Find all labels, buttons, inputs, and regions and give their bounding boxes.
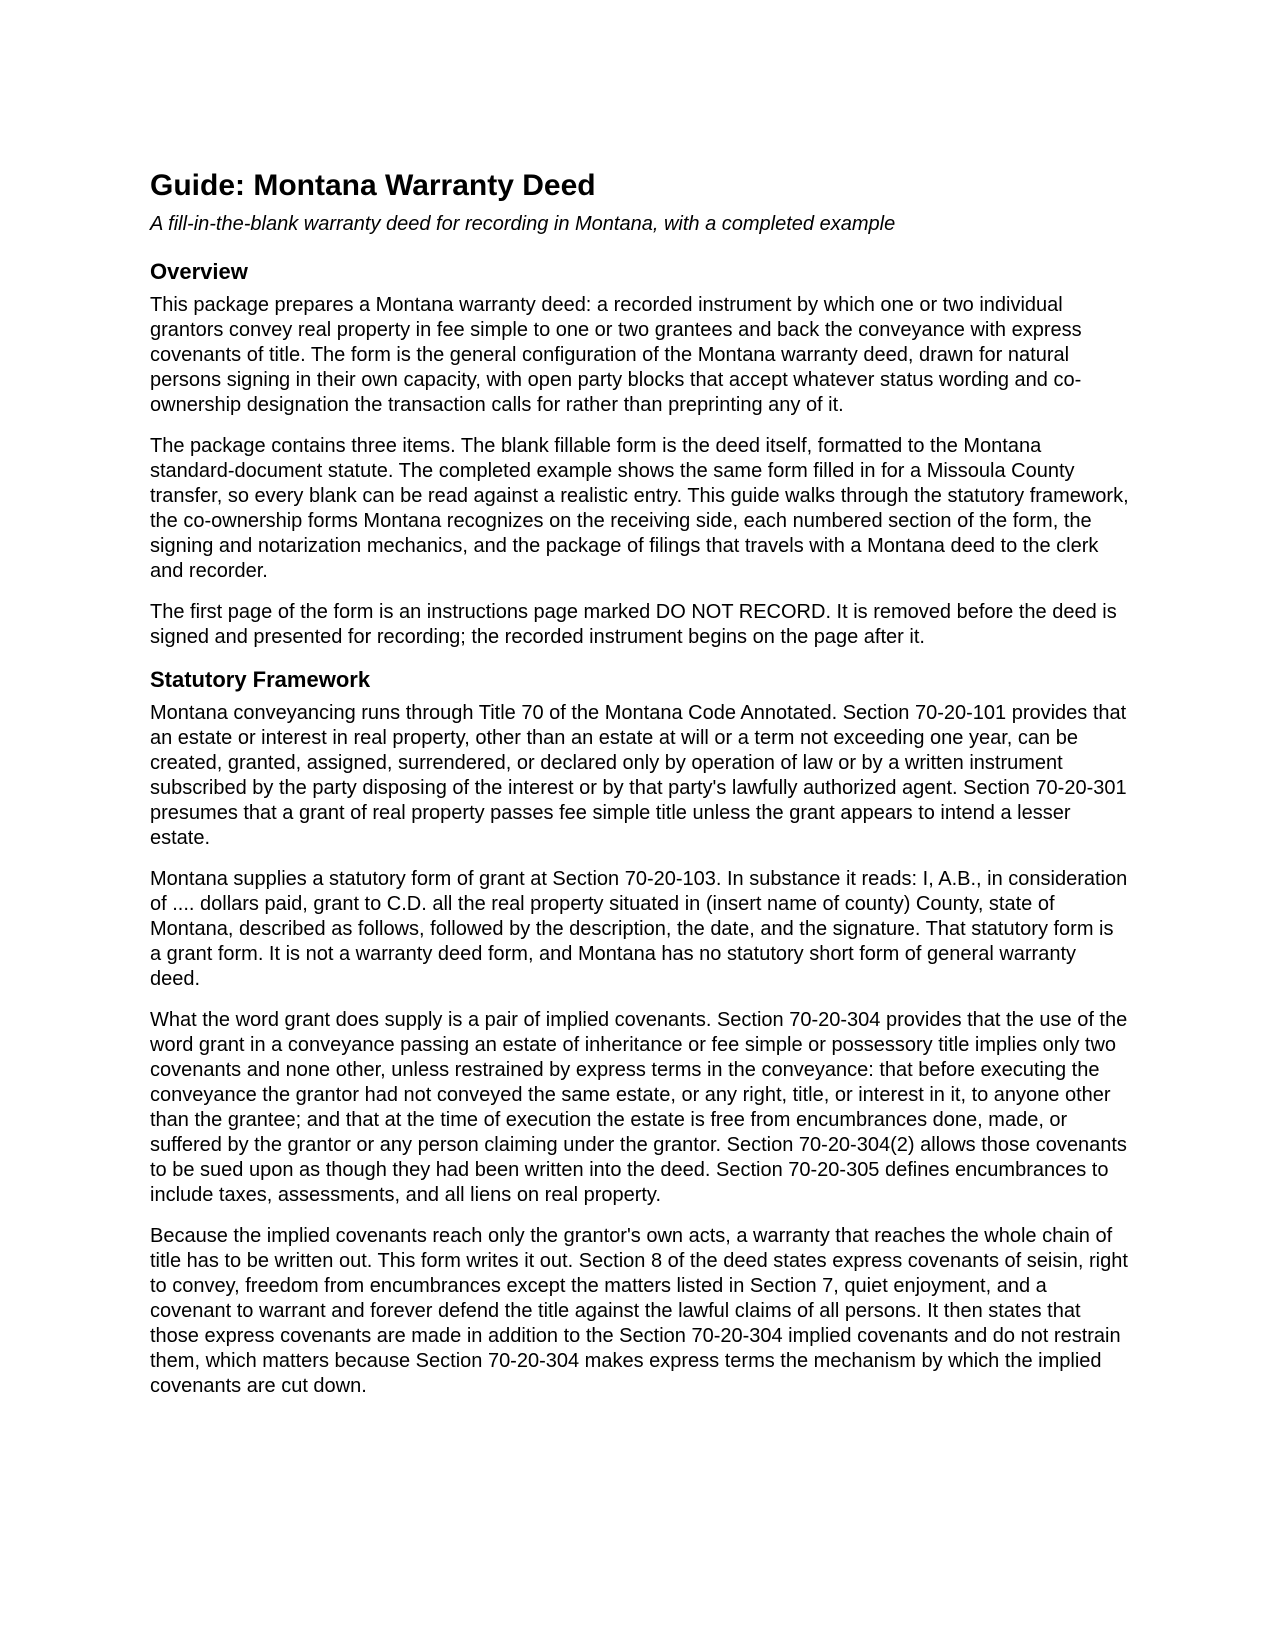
section-overview	[150, 258, 1130, 650]
paragraph: The package contains three items. The blank fillable form is the deed itself, formatted to the Montana standard-document statute. The completed example shows the same form filled in for a Missoula County transfer, so every blank can be read against a realistic entry. This guide walks through the statutory framework, the co-ownership forms Montana recognizes on the receiving side, each numbered section of the form, the signing and notarization mechanics, and the package of filings that travels with a Montana deed to the clerk and recorder.	[150, 435, 1129, 582]
document-page	[150, 168, 1130, 1415]
section-heading: Statutory Framework	[150, 667, 371, 692]
document-subtitle: A fill-in-the-blank warranty deed for recording in Montana, with a completed example	[150, 213, 896, 235]
paragraph: Montana conveyancing runs through Title 70 of the Montana Code Annotated. Section 70-20-101 provides that an estate or interest in real property, other than an estate at will or a term not exceeding one year, can be created, granted, assigned, surrendered, or declared only by operation of law or by a written instrument subscribed by the party disposing of the interest or by that party's lawfully authorized agent. Section 70-20-301 presumes that a grant of real property passes fee simple title unless the grant appears to intend a lesser estate.	[150, 702, 1127, 849]
paragraph: The first page of the form is an instructions page marked DO NOT RECORD. It is removed before the deed is signed and presented for recording; the recorded instrument begins on the page after it.	[150, 601, 1117, 648]
paragraph: This package prepares a Montana warranty deed: a recorded instrument by which one or two individual grantors convey real property in fee simple to one or two grantees and back the conveyance with express covenants of title. The form is the general configuration of the Montana warranty deed, drawn for natural persons signing in their own capacity, with open party blocks that accept whatever status wording and co-ownership designation the transaction calls for rather than preprinting any of it.	[150, 294, 1082, 416]
paragraph: Because the implied covenants reach only the grantor's own acts, a warranty that reaches the whole chain of title has to be written out. This form writes it out. Section 8 of the deed states express covenants of seisin, right to convey, freedom from encumbrances except the matters listed in Section 7, quiet enjoyment, and a covenant to warrant and forever defend the title against the lawful claims of all persons. It then states that those express covenants are made in addition to the Section 70-20-304 implied covenants and do not restrain them, which matters because Section 70-20-304 makes express terms the mechanism by which the implied covenants are cut down.	[150, 1225, 1128, 1397]
paragraph: What the word grant does supply is a pair of implied covenants. Section 70-20-304 provides that the use of the word grant in a conveyance passing an estate of inheritance or fee simple or possessory title implies only two covenants and none other, unless restrained by express terms in the conveyance: that before executing the conveyance the grantor had not conveyed the same estate, or any right, title, or interest in it, to anyone other than the grantee; and that at the time of execution the estate is free from encumbrances done, made, or suffered by the grantor or any person claiming under the grantor. Section 70-20-304(2) allows those covenants to be sued upon as though they had been written into the deed. Section 70-20-305 defines encumbrances to include taxes, assessments, and all liens on real property.	[150, 1009, 1128, 1206]
section-statutory-framework	[150, 666, 1130, 1399]
paragraph: Montana supplies a statutory form of grant at Section 70-20-103. In substance it reads: I, A.B., in consideration of .... dollars paid, grant to C.D. all the real property situated in (insert name of county) County, state of Montana, described as follows, followed by the description, the date, and the signature. That statutory form is a grant form. It is not a warranty deed form, and Montana has no statutory short form of general warranty deed.	[150, 868, 1128, 990]
section-heading: Overview	[150, 259, 248, 284]
document-title: Guide: Montana Warranty Deed	[150, 169, 596, 202]
